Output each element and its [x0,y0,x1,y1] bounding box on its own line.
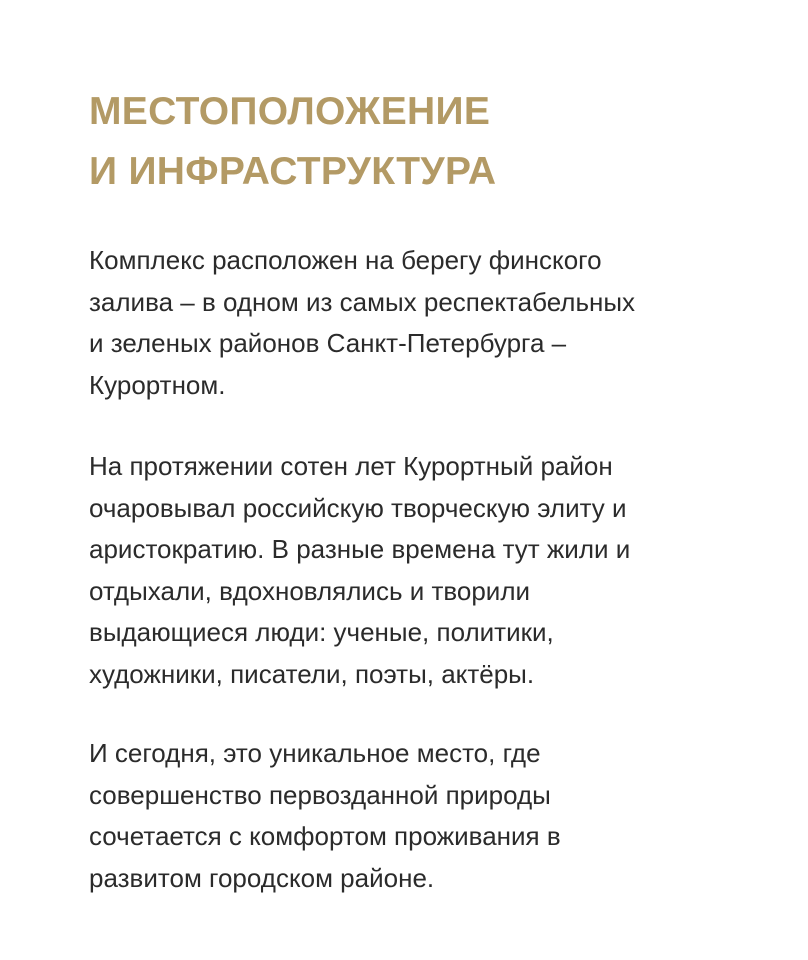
paragraph-line: На протяжении сотен лет Курортный район [89,451,613,481]
paragraph-line: очаровывал российскую творческую элиту и [89,492,627,523]
paragraph-line: выдающиеся люди: ученые, политики, [89,617,554,647]
section-title [89,82,779,202]
paragraph-line: Комплекс расположен на берегу финского [89,245,602,275]
paragraph-line: отдыхали, вдохновлялись и творили [89,575,531,606]
paragraph-line: аристократию. В разные времена тут жили и [89,534,631,564]
title-line: МЕСТОПОЛОЖЕНИЕ [89,90,491,133]
paragraph-line: развитом городском районе. [89,862,435,893]
paragraph-line: совершенство первозданной природы [89,779,551,810]
paragraph-line: И сегодня, это уникальное место, где [89,738,541,768]
paragraph-line: сочетается с комфортом проживания в [89,821,561,851]
location-section [89,82,779,899]
paragraph-line: Курортном. [89,369,226,400]
paragraph-line: и зеленых районов Санкт-Петербурга – [89,328,567,358]
history-paragraph [89,446,779,695]
intro-paragraph [89,240,779,406]
paragraph-line: залива – в одном из самых респектабельных [89,286,636,317]
today-paragraph [89,733,779,899]
paragraph-line: художники, писатели, поэты, актёры. [89,658,535,689]
title-line: И ИНФРАСТРУКТУРА [89,150,497,193]
